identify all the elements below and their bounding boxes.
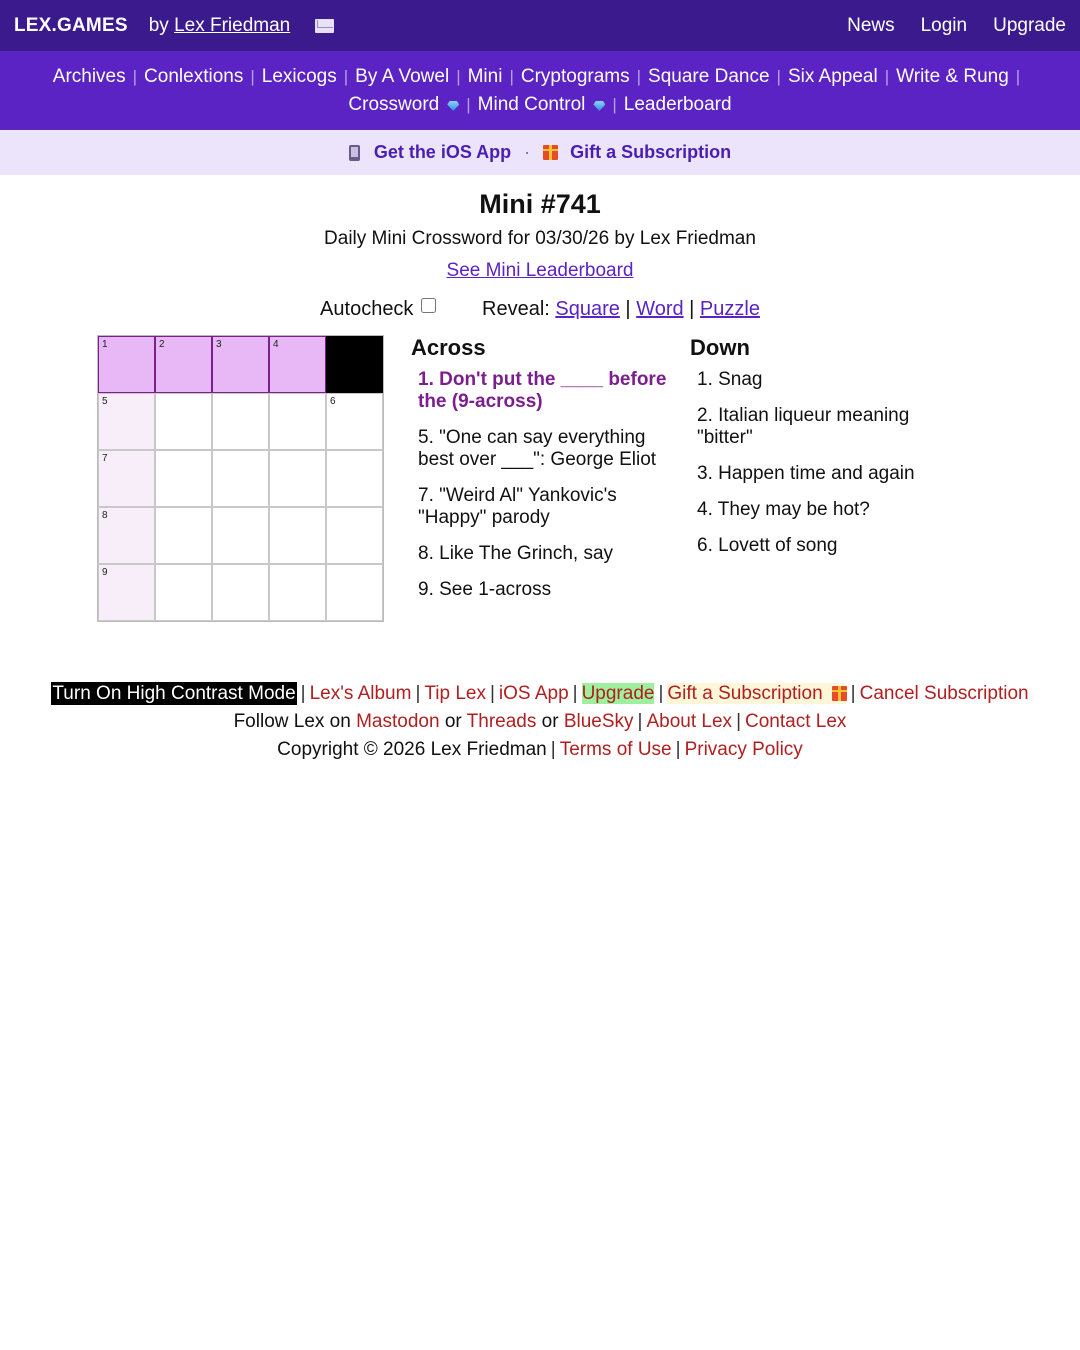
clue-across-5[interactable]: 5. "One can say everything best over ___": George Eliot xyxy=(418,427,657,470)
ios-app-link[interactable]: Get the iOS App xyxy=(373,142,512,162)
grid-cell[interactable] xyxy=(98,507,155,564)
copyright-text: Copyright © 2026 Lex Friedman xyxy=(277,739,547,760)
cell-number: 2 xyxy=(159,339,165,350)
grid-cell[interactable] xyxy=(98,393,155,450)
grid-cell[interactable] xyxy=(269,393,326,450)
grid-cell[interactable] xyxy=(326,450,383,507)
cell-number: 7 xyxy=(102,453,108,464)
threads-link[interactable]: Threads xyxy=(466,711,537,732)
puzzle-area xyxy=(0,335,1080,655)
follow-prefix: Follow Lex on xyxy=(233,711,351,732)
gift-subscription-footer xyxy=(667,683,846,704)
phone-icon xyxy=(349,145,360,161)
clue-across-1[interactable]: 1. Don't put the ____ before the (9-across) xyxy=(418,369,667,412)
grid-cell[interactable] xyxy=(212,393,269,450)
footer-row-1: Turn On High Contrast Mode | Lex's Album | Tip Lex | iOS App | Upgrade | Gift a Subscription | Cancel Subscription xyxy=(52,683,1029,704)
grid-cell[interactable] xyxy=(269,564,326,621)
clue-down-6[interactable]: 6. Lovett of song xyxy=(697,535,838,556)
nav-leaderboard[interactable]: Leaderboard xyxy=(623,94,732,115)
reveal-word-link[interactable]: Word xyxy=(636,298,684,320)
grid-cell[interactable] xyxy=(212,564,269,621)
grid-cell[interactable] xyxy=(326,564,383,621)
across-clues xyxy=(411,335,681,615)
cell-number: 4 xyxy=(273,339,279,350)
gift-subscription-footer-link[interactable]: Gift a Subscription xyxy=(667,683,823,704)
reveal-square-link[interactable]: Square xyxy=(555,298,620,320)
grid-cell[interactable] xyxy=(326,393,383,450)
top-nav xyxy=(847,15,1066,37)
grid-cell[interactable] xyxy=(155,336,212,393)
nav-mind-control[interactable]: Mind Control xyxy=(477,94,586,115)
autocheck-checkbox[interactable] xyxy=(421,298,436,313)
footer-row-2: Follow Lex on Mastodon or Threads or BlueSky | About Lex | Contact Lex xyxy=(233,711,847,732)
follow-or-2: or xyxy=(541,711,559,732)
cell-number: 8 xyxy=(102,510,108,521)
privacy-link[interactable]: Privacy Policy xyxy=(684,739,803,760)
lexs-album-link[interactable]: Lex's Album xyxy=(309,683,412,704)
grid-cell[interactable] xyxy=(98,564,155,621)
gem-icon xyxy=(447,101,459,111)
reveal-group: Reveal: Square | Word | Puzzle xyxy=(482,298,760,320)
ios-app-footer-link[interactable]: iOS App xyxy=(498,683,569,704)
high-contrast-toggle[interactable]: Turn On High Contrast Mode xyxy=(52,683,296,704)
gem-icon xyxy=(593,101,605,111)
cell-number: 6 xyxy=(330,396,336,407)
gift-icon xyxy=(832,686,847,701)
down-heading: Down xyxy=(690,335,750,360)
nav-lexicogs[interactable]: Lexicogs xyxy=(261,66,337,87)
reveal-puzzle-link[interactable]: Puzzle xyxy=(699,298,760,320)
tip-lex-link[interactable]: Tip Lex xyxy=(424,683,486,704)
grid-cell[interactable] xyxy=(155,507,212,564)
mini-leaderboard-link[interactable]: See Mini Leaderboard xyxy=(446,260,634,281)
clue-down-2[interactable]: 2. Italian liqueur meaning "bitter" xyxy=(697,405,910,448)
game-nav-row-1: Archives | Conlextions | Lexicogs | By A Vowel | Mini | Cryptograms | Square Dance | Six Appeal | Write & Rung | xyxy=(52,66,1021,87)
mastodon-link[interactable]: Mastodon xyxy=(356,711,440,732)
nav-crossword[interactable]: Crossword xyxy=(348,94,440,115)
clue-across-8[interactable]: 8. Like The Grinch, say xyxy=(418,543,614,564)
contact-lex-link[interactable]: Contact Lex xyxy=(745,711,847,732)
down-clues xyxy=(690,335,950,571)
about-lex-link[interactable]: About Lex xyxy=(646,711,733,732)
nav-square-dance[interactable]: Square Dance xyxy=(648,66,770,87)
nav-by-a-vowel[interactable]: By A Vowel xyxy=(355,66,450,87)
promo-separator: · xyxy=(524,142,531,162)
crossword-grid xyxy=(97,335,384,622)
grid-cell[interactable] xyxy=(269,336,326,393)
mail-icon[interactable] xyxy=(315,19,334,33)
top-bar-left xyxy=(14,15,334,37)
page-subtitle: Daily Mini Crossword for 03/30/26 by Lex Friedman xyxy=(324,228,756,249)
across-heading: Across xyxy=(411,335,486,360)
clue-down-3[interactable]: 3. Happen time and again xyxy=(697,463,915,484)
leaderboard-link-wrap xyxy=(0,260,1080,282)
clue-across-9[interactable]: 9. See 1-across xyxy=(418,579,552,600)
nav-archives[interactable]: Archives xyxy=(52,66,126,87)
grid-cell[interactable] xyxy=(212,336,269,393)
footer xyxy=(0,680,1080,764)
promo-bar xyxy=(0,130,1080,175)
grid-cell[interactable] xyxy=(326,507,383,564)
reveal-label: Reveal: xyxy=(482,298,550,320)
gift-subscription-link[interactable]: Gift a Subscription xyxy=(570,142,732,162)
puzzle-controls xyxy=(0,298,1080,321)
autocheck-label: Autocheck xyxy=(320,298,414,320)
gift-icon xyxy=(543,145,558,160)
byline xyxy=(149,15,291,37)
grid-cell[interactable] xyxy=(155,564,212,621)
game-nav xyxy=(0,51,1080,130)
bluesky-link[interactable]: BlueSky xyxy=(563,711,634,732)
cell-number: 3 xyxy=(216,339,222,350)
top-bar xyxy=(0,0,1080,51)
grid-cell[interactable] xyxy=(98,336,155,393)
grid-cell[interactable] xyxy=(269,507,326,564)
footer-row-3: Copyright © 2026 Lex Friedman | Terms of Use | Privacy Policy xyxy=(277,739,803,760)
clue-down-1[interactable]: 1. Snag xyxy=(697,369,763,390)
cell-number: 9 xyxy=(102,567,108,578)
upgrade-link[interactable]: Upgrade xyxy=(993,14,1066,36)
follow-or-1: or xyxy=(444,711,462,732)
grid-cell[interactable] xyxy=(98,450,155,507)
cell-number: 1 xyxy=(102,339,108,350)
grid-cell[interactable] xyxy=(212,450,269,507)
grid-cell[interactable] xyxy=(155,450,212,507)
terms-link[interactable]: Terms of Use xyxy=(559,739,672,760)
nav-conlextions[interactable]: Conlextions xyxy=(144,66,244,87)
clue-down-4[interactable]: 4. They may be hot? xyxy=(697,499,870,520)
game-nav-row-2: Crossword | Mind Control | Leaderboard xyxy=(348,94,732,115)
page-title: Mini #741 xyxy=(479,189,601,219)
nav-mini[interactable]: Mini xyxy=(467,66,503,87)
byline-by: by xyxy=(148,14,169,36)
grid-cell[interactable] xyxy=(269,450,326,507)
cell-number: 5 xyxy=(102,396,108,407)
nav-cryptograms[interactable]: Cryptograms xyxy=(520,66,630,87)
author-link[interactable]: Lex Friedman xyxy=(174,14,291,36)
login-link[interactable]: Login xyxy=(920,14,968,36)
grid-cell[interactable] xyxy=(212,507,269,564)
upgrade-footer-link[interactable]: Upgrade xyxy=(581,683,655,704)
site-logo[interactable]: LEX.GAMES xyxy=(14,14,128,36)
cancel-subscription-link[interactable]: Cancel Subscription xyxy=(859,683,1029,704)
grid-block xyxy=(326,336,383,393)
nav-six-appeal[interactable]: Six Appeal xyxy=(787,66,878,87)
grid-cell[interactable] xyxy=(155,393,212,450)
nav-write-and-rung[interactable]: Write & Rung xyxy=(896,66,1009,87)
clue-across-7[interactable]: 7. "Weird Al" Yankovic's "Happy" parody xyxy=(418,485,617,528)
news-link[interactable]: News xyxy=(847,14,895,36)
